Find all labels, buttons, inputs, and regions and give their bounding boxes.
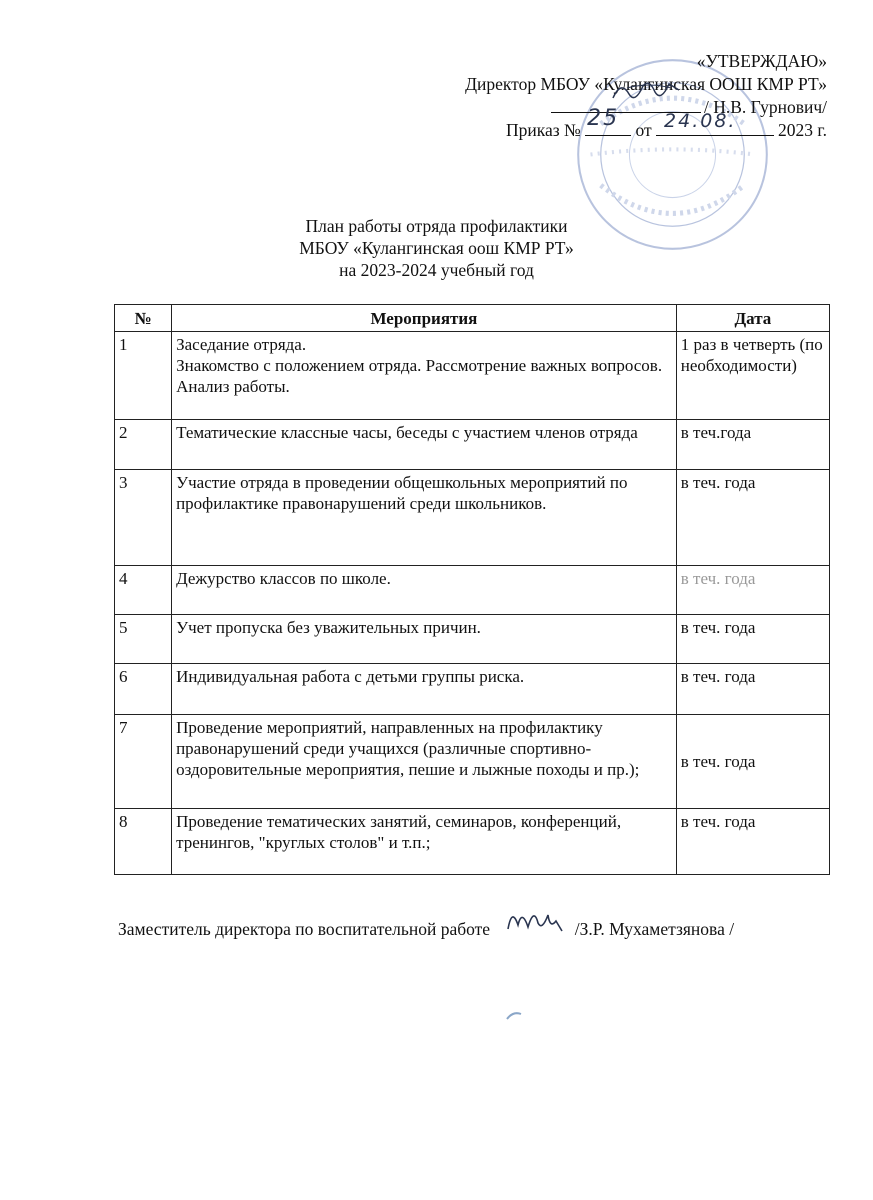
order-from: от — [635, 120, 652, 140]
row-event: Тематические классные часы, беседы с участием членов отряда — [172, 420, 677, 470]
deputy-position: Заместитель директора по воспитательной работе — [118, 919, 491, 939]
row-event: Дежурство классов по школе. — [172, 566, 677, 615]
table-row — [115, 715, 830, 809]
title-line-3: на 2023-2024 учебный год — [339, 260, 534, 280]
table-row — [115, 615, 830, 664]
approve-word: «УТВЕРЖДАЮ» — [696, 51, 827, 71]
row-event: Заседание отряда. Знакомство с положением отряда. Рассмотрение важных вопросов. Анализ работы. — [172, 332, 677, 420]
row-number: 7 — [115, 715, 172, 809]
order-prefix: Приказ № — [505, 120, 581, 140]
row-number: 2 — [115, 420, 172, 470]
scan-speck — [505, 1010, 525, 1022]
row-number: 5 — [115, 615, 172, 664]
table-row — [115, 420, 830, 470]
director-name: / Н.В. Гурнович/ — [703, 97, 827, 117]
director-signature — [609, 76, 689, 106]
row-event: Участие отряда в проведении общешкольных мероприятий по профилактике правонарушений среди школьников. — [172, 470, 677, 566]
row-number: 8 — [115, 809, 172, 875]
row-number: 3 — [115, 470, 172, 566]
row-event: Учет пропуска без уважительных причин. — [172, 615, 677, 664]
footer-signature-line — [118, 917, 734, 940]
header-date: Дата — [676, 305, 829, 332]
table-row — [115, 470, 830, 566]
row-date: в теч.года — [676, 420, 829, 470]
row-event: Проведение тематических занятий, семинаров, конференций, тренингов, "круглых столов" и т.п.; — [172, 809, 677, 875]
row-event: Проведение мероприятий, направленных на профилактику правонарушений среди учащихся (различные спортивно-оздоровительные мероприятия, пешие и лыжные походы и пр.); — [172, 715, 677, 809]
row-date: в теч. года — [676, 809, 829, 875]
row-event: Индивидуальная работа с детьми группы риска. — [172, 664, 677, 715]
row-date: в теч. года — [676, 566, 829, 615]
table-row — [115, 332, 830, 420]
plan-table — [114, 304, 830, 875]
table-header-row — [115, 305, 830, 332]
deputy-name: /З.Р. Мухаметзянова / — [574, 919, 735, 939]
row-date: в теч. года — [676, 664, 829, 715]
title-line-1: План работы отряда профилактики — [305, 216, 568, 236]
title-line-2: МБОУ «Кулангинская оош КМР РТ» — [299, 238, 574, 258]
deputy-signature-field — [494, 917, 570, 935]
header-number: № — [115, 305, 172, 332]
row-number: 4 — [115, 566, 172, 615]
order-date-handwritten: 24.08. — [664, 110, 737, 132]
director-line: Директор МБОУ «Кулангинская ООШ КМР РТ» — [465, 74, 827, 94]
approval-block — [465, 50, 827, 142]
row-date: в теч. года — [676, 615, 829, 664]
table-row — [115, 664, 830, 715]
row-number: 1 — [115, 332, 172, 420]
document-title — [0, 215, 873, 281]
header-events: Мероприятия — [172, 305, 677, 332]
director-name-line — [465, 96, 827, 119]
order-date-field — [656, 110, 774, 136]
order-number-handwritten: 25 — [587, 106, 620, 131]
row-number: 6 — [115, 664, 172, 715]
row-date: в теч. года — [676, 470, 829, 566]
table-row — [115, 566, 830, 615]
row-date: в теч. года — [676, 715, 829, 809]
row-date: 1 раз в четверть (по необходимости) — [676, 332, 829, 420]
order-number-field — [585, 106, 631, 136]
deputy-signature — [504, 901, 574, 937]
order-year: 2023 г. — [778, 120, 827, 140]
table-row — [115, 809, 830, 875]
